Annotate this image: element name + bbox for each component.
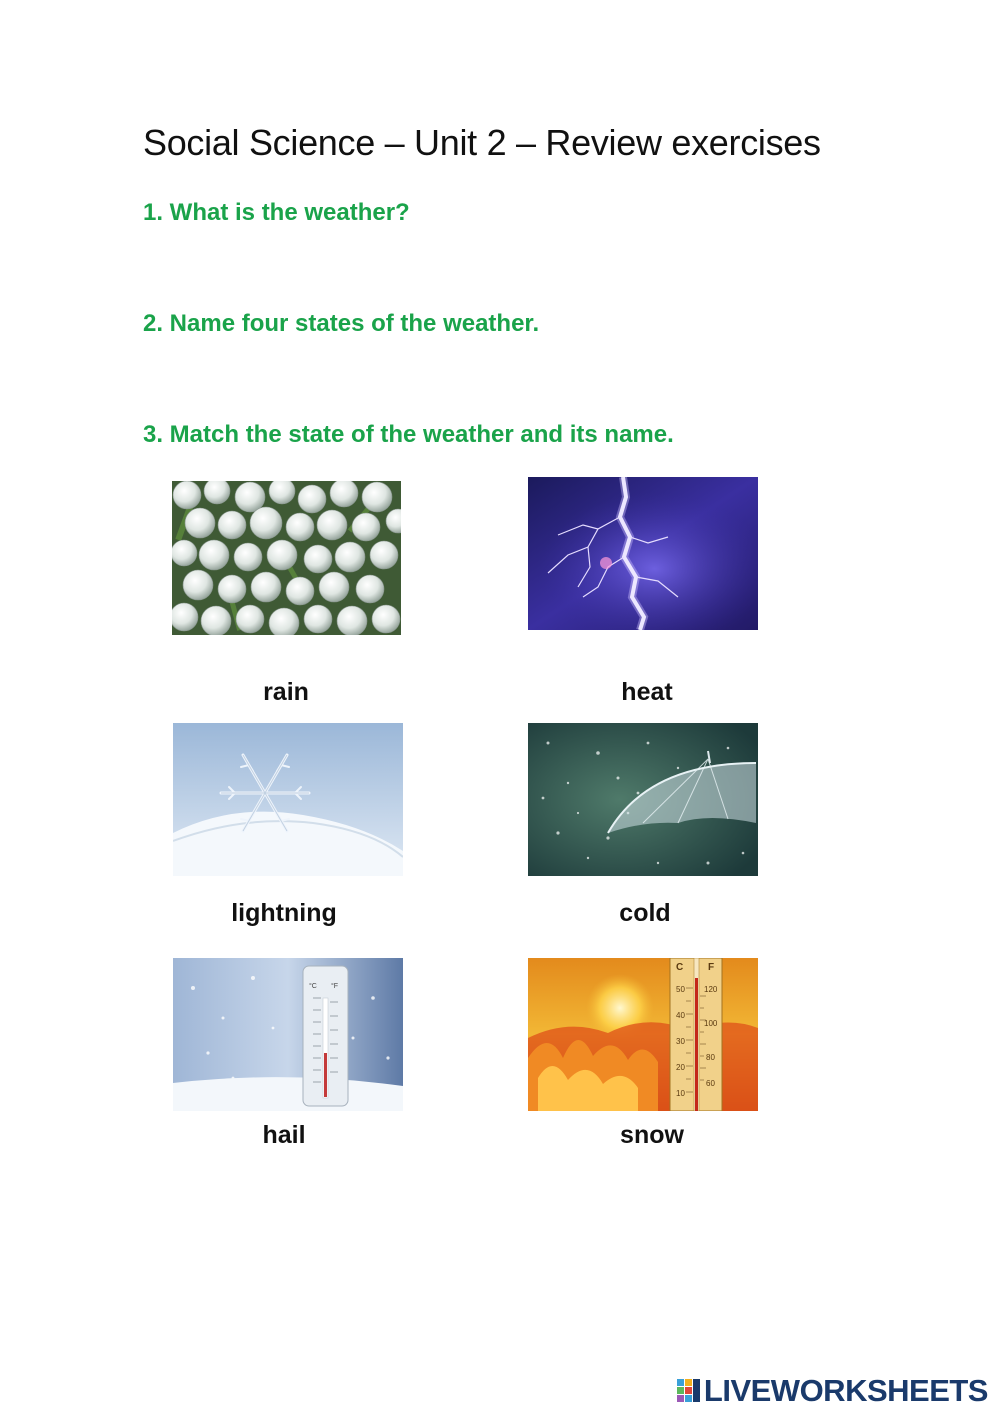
- question-2: 2. Name four states of the weather.: [143, 310, 540, 337]
- snowflake-photo: [173, 723, 403, 876]
- liveworksheets-logo: [677, 1373, 988, 1409]
- cold-fahrenheit-unit: °F: [331, 983, 339, 990]
- liveworksheets-brand-text: LIVEWORKSHEETS: [703, 1373, 988, 1408]
- hot-f-tick-60: 60: [706, 1079, 715, 1088]
- page-title: Social Science – Unit 2 – Review exercises: [143, 122, 821, 163]
- hot-celsius-unit: C: [676, 962, 684, 973]
- hot-f-tick-80: 80: [706, 1053, 715, 1062]
- label-heat: heat: [621, 678, 673, 706]
- label-cold: cold: [619, 899, 671, 927]
- hail-photo: [172, 481, 401, 635]
- hot-c-tick-20: 20: [676, 1063, 685, 1072]
- heat-thermometer-photo: [528, 958, 758, 1111]
- hot-c-tick-10: 10: [676, 1089, 685, 1098]
- cold-thermometer-photo: [173, 958, 403, 1111]
- rain-umbrella-photo: [528, 723, 758, 876]
- lightning-photo: [528, 477, 758, 630]
- label-rain: rain: [263, 678, 309, 706]
- hot-f-tick-100: 100: [704, 1019, 718, 1028]
- label-lightning: lightning: [231, 899, 337, 927]
- question-3: 3. Match the state of the weather and its name.: [143, 421, 674, 448]
- label-hail: hail: [262, 1121, 306, 1149]
- question-1: 1. What is the weather?: [143, 199, 410, 226]
- hot-c-tick-50: 50: [676, 985, 685, 994]
- hot-fahrenheit-unit: F: [708, 962, 715, 973]
- hot-c-tick-30: 30: [676, 1037, 685, 1046]
- hot-c-tick-40: 40: [676, 1011, 685, 1020]
- hot-f-tick-120: 120: [704, 985, 718, 994]
- label-snow: snow: [620, 1121, 684, 1149]
- liveworksheets-logo-icon: [677, 1378, 701, 1404]
- cold-celsius-unit: °C: [309, 983, 317, 990]
